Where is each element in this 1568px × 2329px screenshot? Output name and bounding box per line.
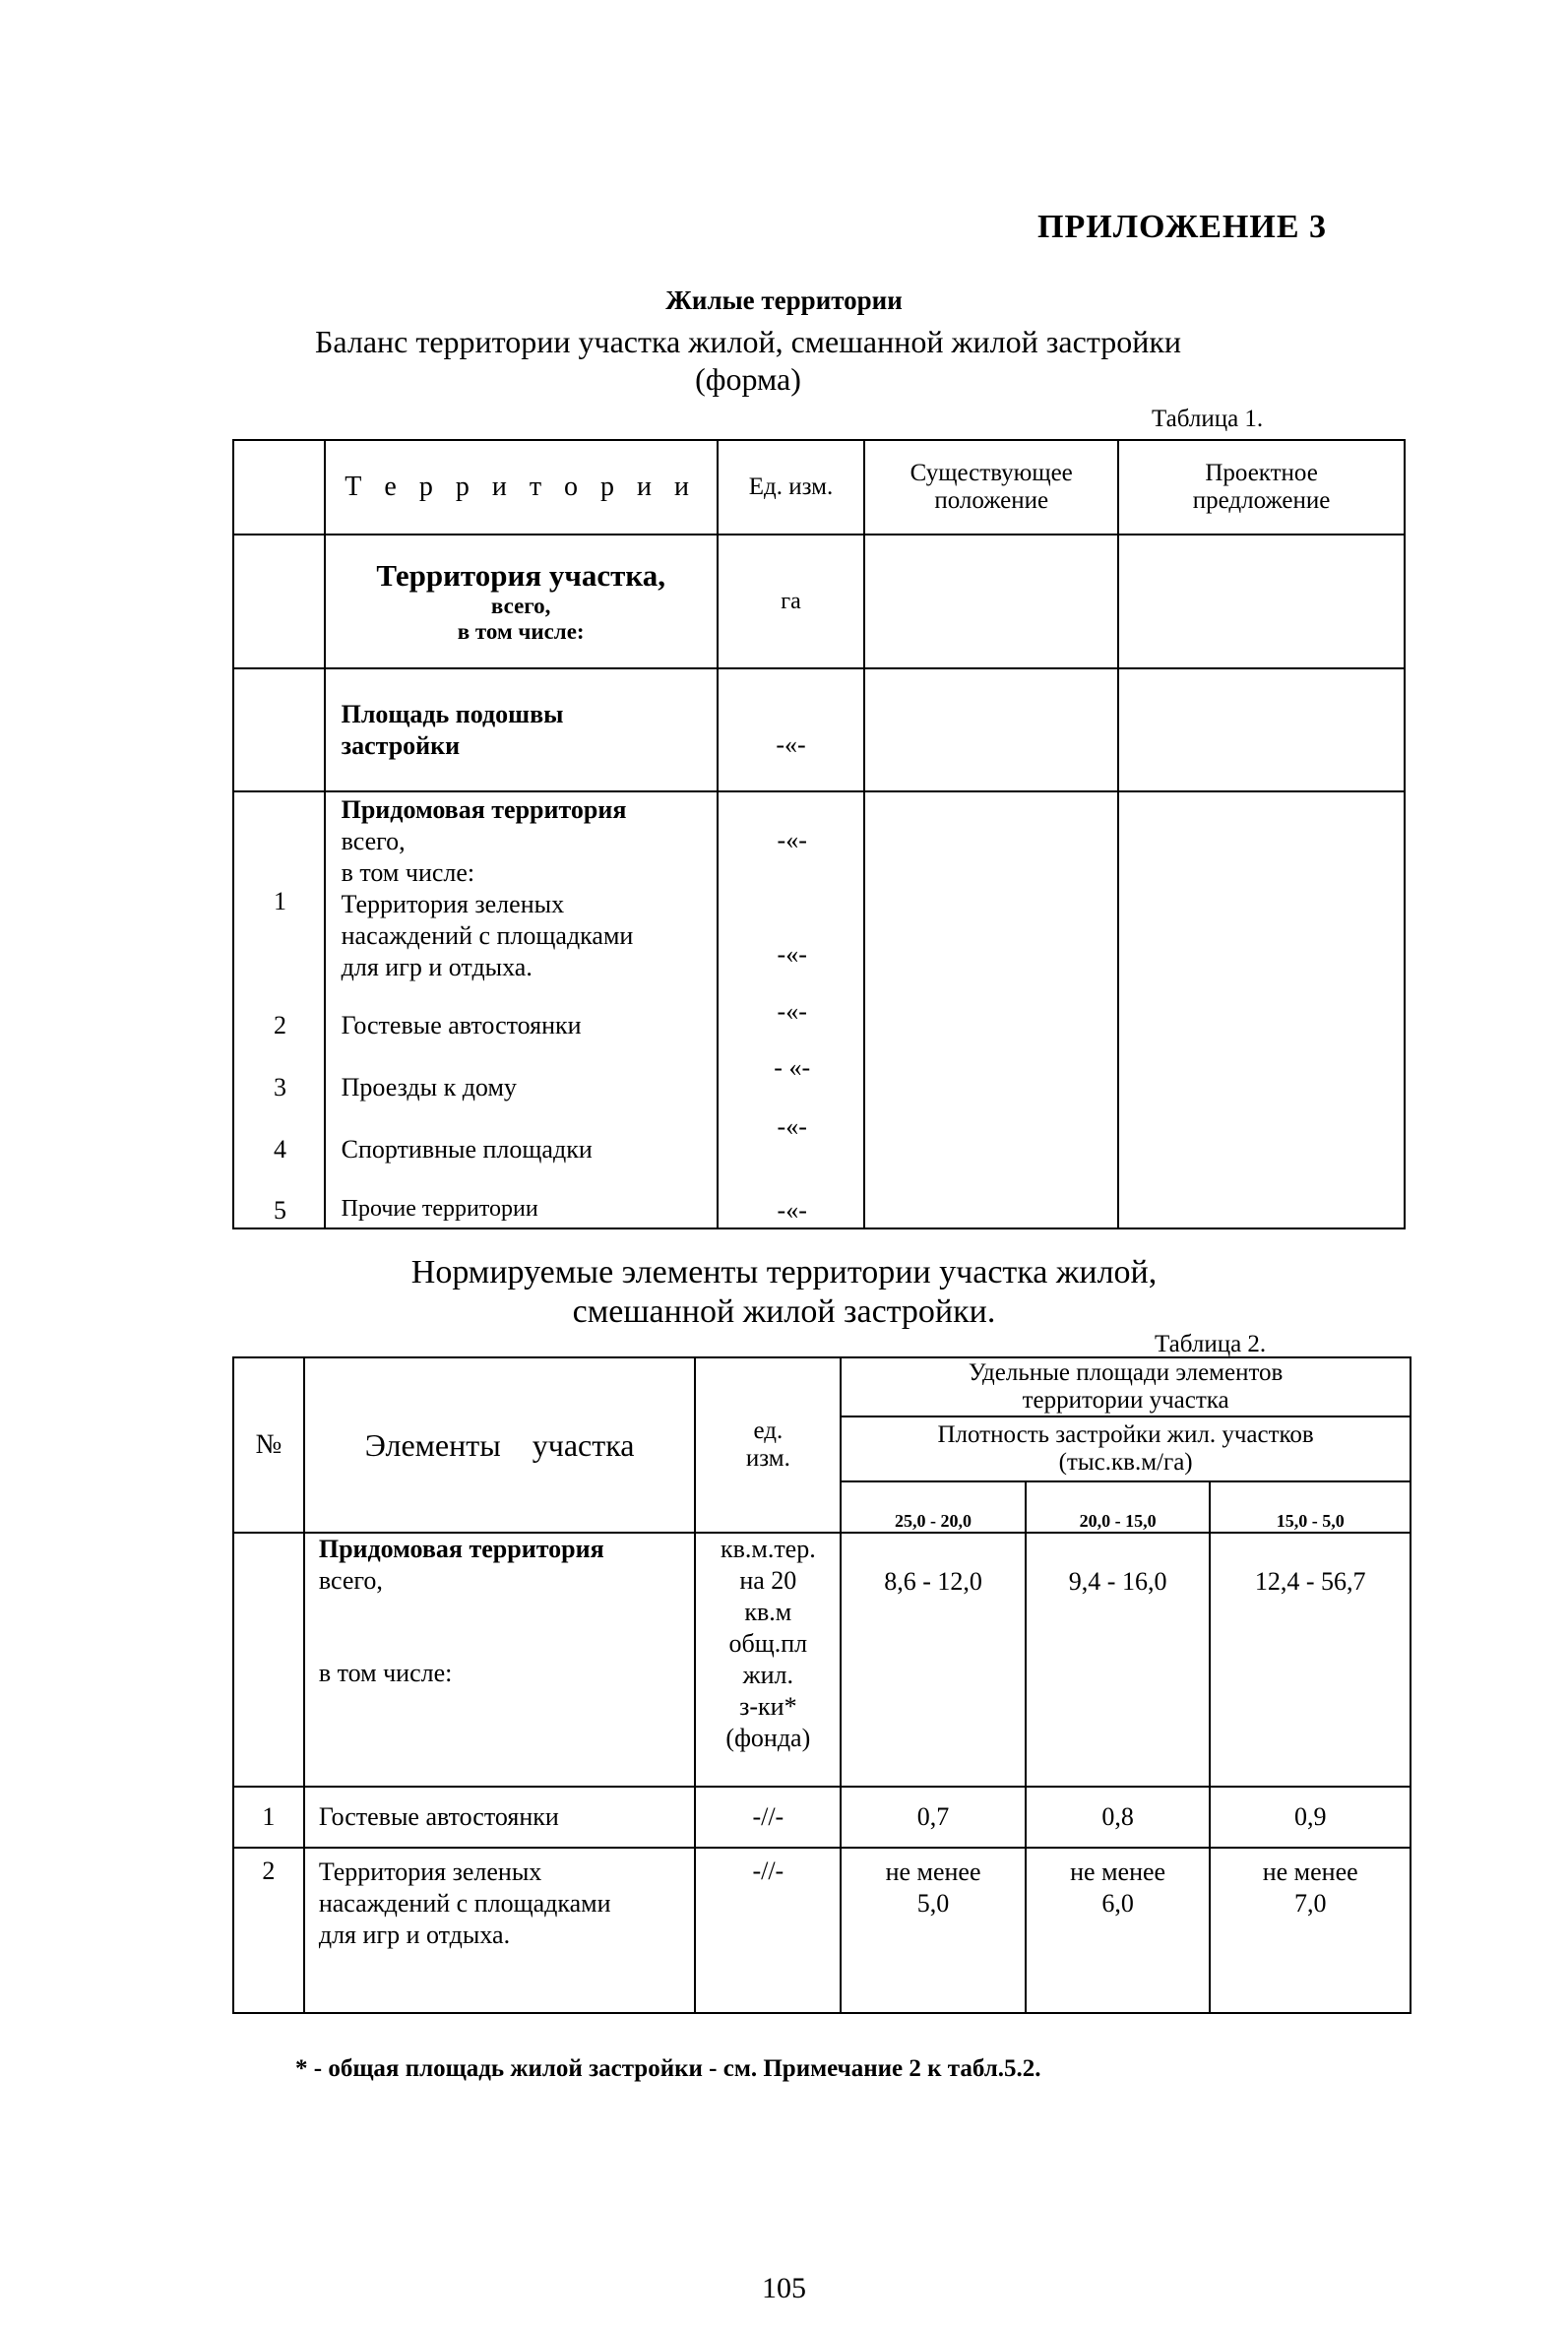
total-line3: в том числе: [457,619,585,644]
t2-row2-unit: -//- [695,1848,841,2013]
t2-row2-v1a: не менее [885,1857,981,1886]
table1 [232,439,1406,1229]
sub1-unit: -«- [777,940,807,969]
table2-header-unit1: ед. [753,1417,784,1444]
t2-row2-v1b: 5,0 [916,1889,950,1918]
table2-header-d1: 25,0 - 20,0 [841,1481,1026,1533]
t2-row2-line3: для игр и отдыха. [318,1920,511,1949]
table1-heading: Жилые территории [665,285,903,315]
table2-label: Таблица 2. [1155,1331,1267,1357]
t2-unit-l3: кв.м [744,1598,792,1626]
sub4-unit: -«- [777,1112,807,1141]
table2-header-num: № [233,1357,304,1533]
table1-row-footprint [233,668,1405,791]
t2-row2-line2: насаждений с площадками [318,1889,611,1918]
t2-row1-v1: 0,7 [841,1787,1026,1848]
t2-adjacent-line2: всего, [318,1566,383,1595]
t2-row2-v2b: 6,0 [1101,1889,1134,1918]
table1-title-line1: Баланс территории участка жилой, смешанной жилой застройки [315,324,1181,359]
table2-header-specific1: Удельные площади элементов [968,1359,1284,1386]
table2-row-adjacent [233,1533,1411,1787]
table1-header-num [233,440,325,535]
t2-row2-v3b: 7,0 [1293,1889,1327,1918]
sub-num-2: 2 [274,1011,286,1039]
table2-header-elements: Элементы участка [304,1357,696,1533]
footnote: * - общая площадь жилой застройки - см. Примечание 2 к табл.5.2. [295,2055,1041,2082]
table2-title [0,1253,1568,1332]
adjacent-line2: всего, [341,827,406,855]
table2-header-row1 [233,1357,1411,1416]
page-number: 105 [762,2272,806,2304]
footprint-unit: -«- [718,668,865,791]
table1-header-existing: Существующее положение [864,440,1118,535]
table2-header-specific2: территории участка [1022,1387,1229,1414]
footprint-line2: застройки [341,730,461,760]
table2-row2 [233,1848,1411,2013]
sub5-name: Прочие территории [341,1196,538,1222]
table1-title-line2: (форма) [695,361,801,397]
sub-num-3: 3 [274,1073,286,1102]
t2-row1-num: 1 [233,1787,304,1848]
table2 [232,1356,1411,2014]
adjacent-line3: в том числе: [341,858,475,887]
t2-adjacent-line1: Придомовая территория [318,1535,604,1563]
sub5-unit: -«- [777,1196,807,1225]
table2-title-line2: смешанной жилой застройки. [572,1293,996,1330]
t2-adjacent-v3: 12,4 - 56,7 [1210,1533,1411,1787]
sub3-name: Проезды к дому [341,1073,517,1102]
t2-row1-v2: 0,8 [1026,1787,1211,1848]
sub-num-4: 4 [274,1135,286,1164]
table1-label: Таблица 1. [1152,406,1264,432]
t2-unit-l4: общ.пл [728,1629,808,1658]
adjacent-line1: Придомовая территория [341,795,627,824]
table1-header-proposed: Проектное предложение [1118,440,1405,535]
t2-unit-l7: (фонда) [725,1724,811,1752]
t2-row1-name: Гостевые автостоянки [304,1787,696,1848]
t2-adjacent-v2: 9,4 - 16,0 [1026,1533,1211,1787]
t2-row2-line1: Территория зеленых [318,1857,542,1886]
table2-row1 [233,1787,1411,1848]
sub2-name: Гостевые автостоянки [341,1011,582,1039]
table2-header-unit2: изм. [745,1445,790,1472]
sub1-line3: для игр и отдыха. [341,953,533,981]
table2-header-density2: (тыс.кв.м/га) [1058,1449,1193,1476]
sub3-unit: - «- [774,1053,811,1082]
sub4-name: Спортивные площадки [341,1135,593,1164]
t2-unit-l5: жил. [742,1661,794,1689]
table2-header-d2: 20,0 - 15,0 [1026,1481,1211,1533]
sub2-unit: -«- [777,997,807,1026]
t2-unit-l2: на 20 [739,1566,797,1595]
t2-row2-num: 2 [233,1848,304,2013]
sub-num-1: 1 [274,887,286,915]
t2-row1-v3: 0,9 [1210,1787,1411,1848]
table1-header-row [233,440,1405,535]
table1-title [0,323,1496,398]
table2-title-line1: Нормируемые элементы территории участка жилой, [410,1254,1158,1290]
t2-row2-v3a: не менее [1262,1857,1358,1886]
table2-header-density1: Плотность застройки жил. участков [937,1421,1314,1448]
t2-adjacent-v1: 8,6 - 12,0 [841,1533,1026,1787]
t2-adjacent-line3: в том числе: [318,1659,453,1687]
total-line2: всего, [490,594,551,618]
footprint-line1: Площадь подошвы [341,699,564,728]
table1-header-name: Т е р р и т о р и и [325,440,718,535]
t2-row1-unit: -//- [695,1787,841,1848]
total-unit: га [718,535,865,668]
table1-header-unit: Ед. изм. [718,440,865,535]
table2-header-d3: 15,0 - 5,0 [1210,1481,1411,1533]
t2-unit-l1: кв.м.тер. [720,1535,816,1563]
t2-unit-l6: з-ки* [739,1692,797,1721]
t2-row2-v2a: не менее [1070,1857,1166,1886]
table1-row-adjacent [233,791,1405,1228]
sub1-line2: насаждений с площадками [341,921,634,950]
adjacent-unit: -«- [777,826,807,854]
appendix-title: ПРИЛОЖЕНИЕ 3 [1037,209,1327,245]
sub1-line1: Территория зеленых [341,890,565,918]
total-line1: Территория участка, [376,558,665,593]
sub-num-5: 5 [274,1196,286,1225]
table1-row-total [233,535,1405,668]
